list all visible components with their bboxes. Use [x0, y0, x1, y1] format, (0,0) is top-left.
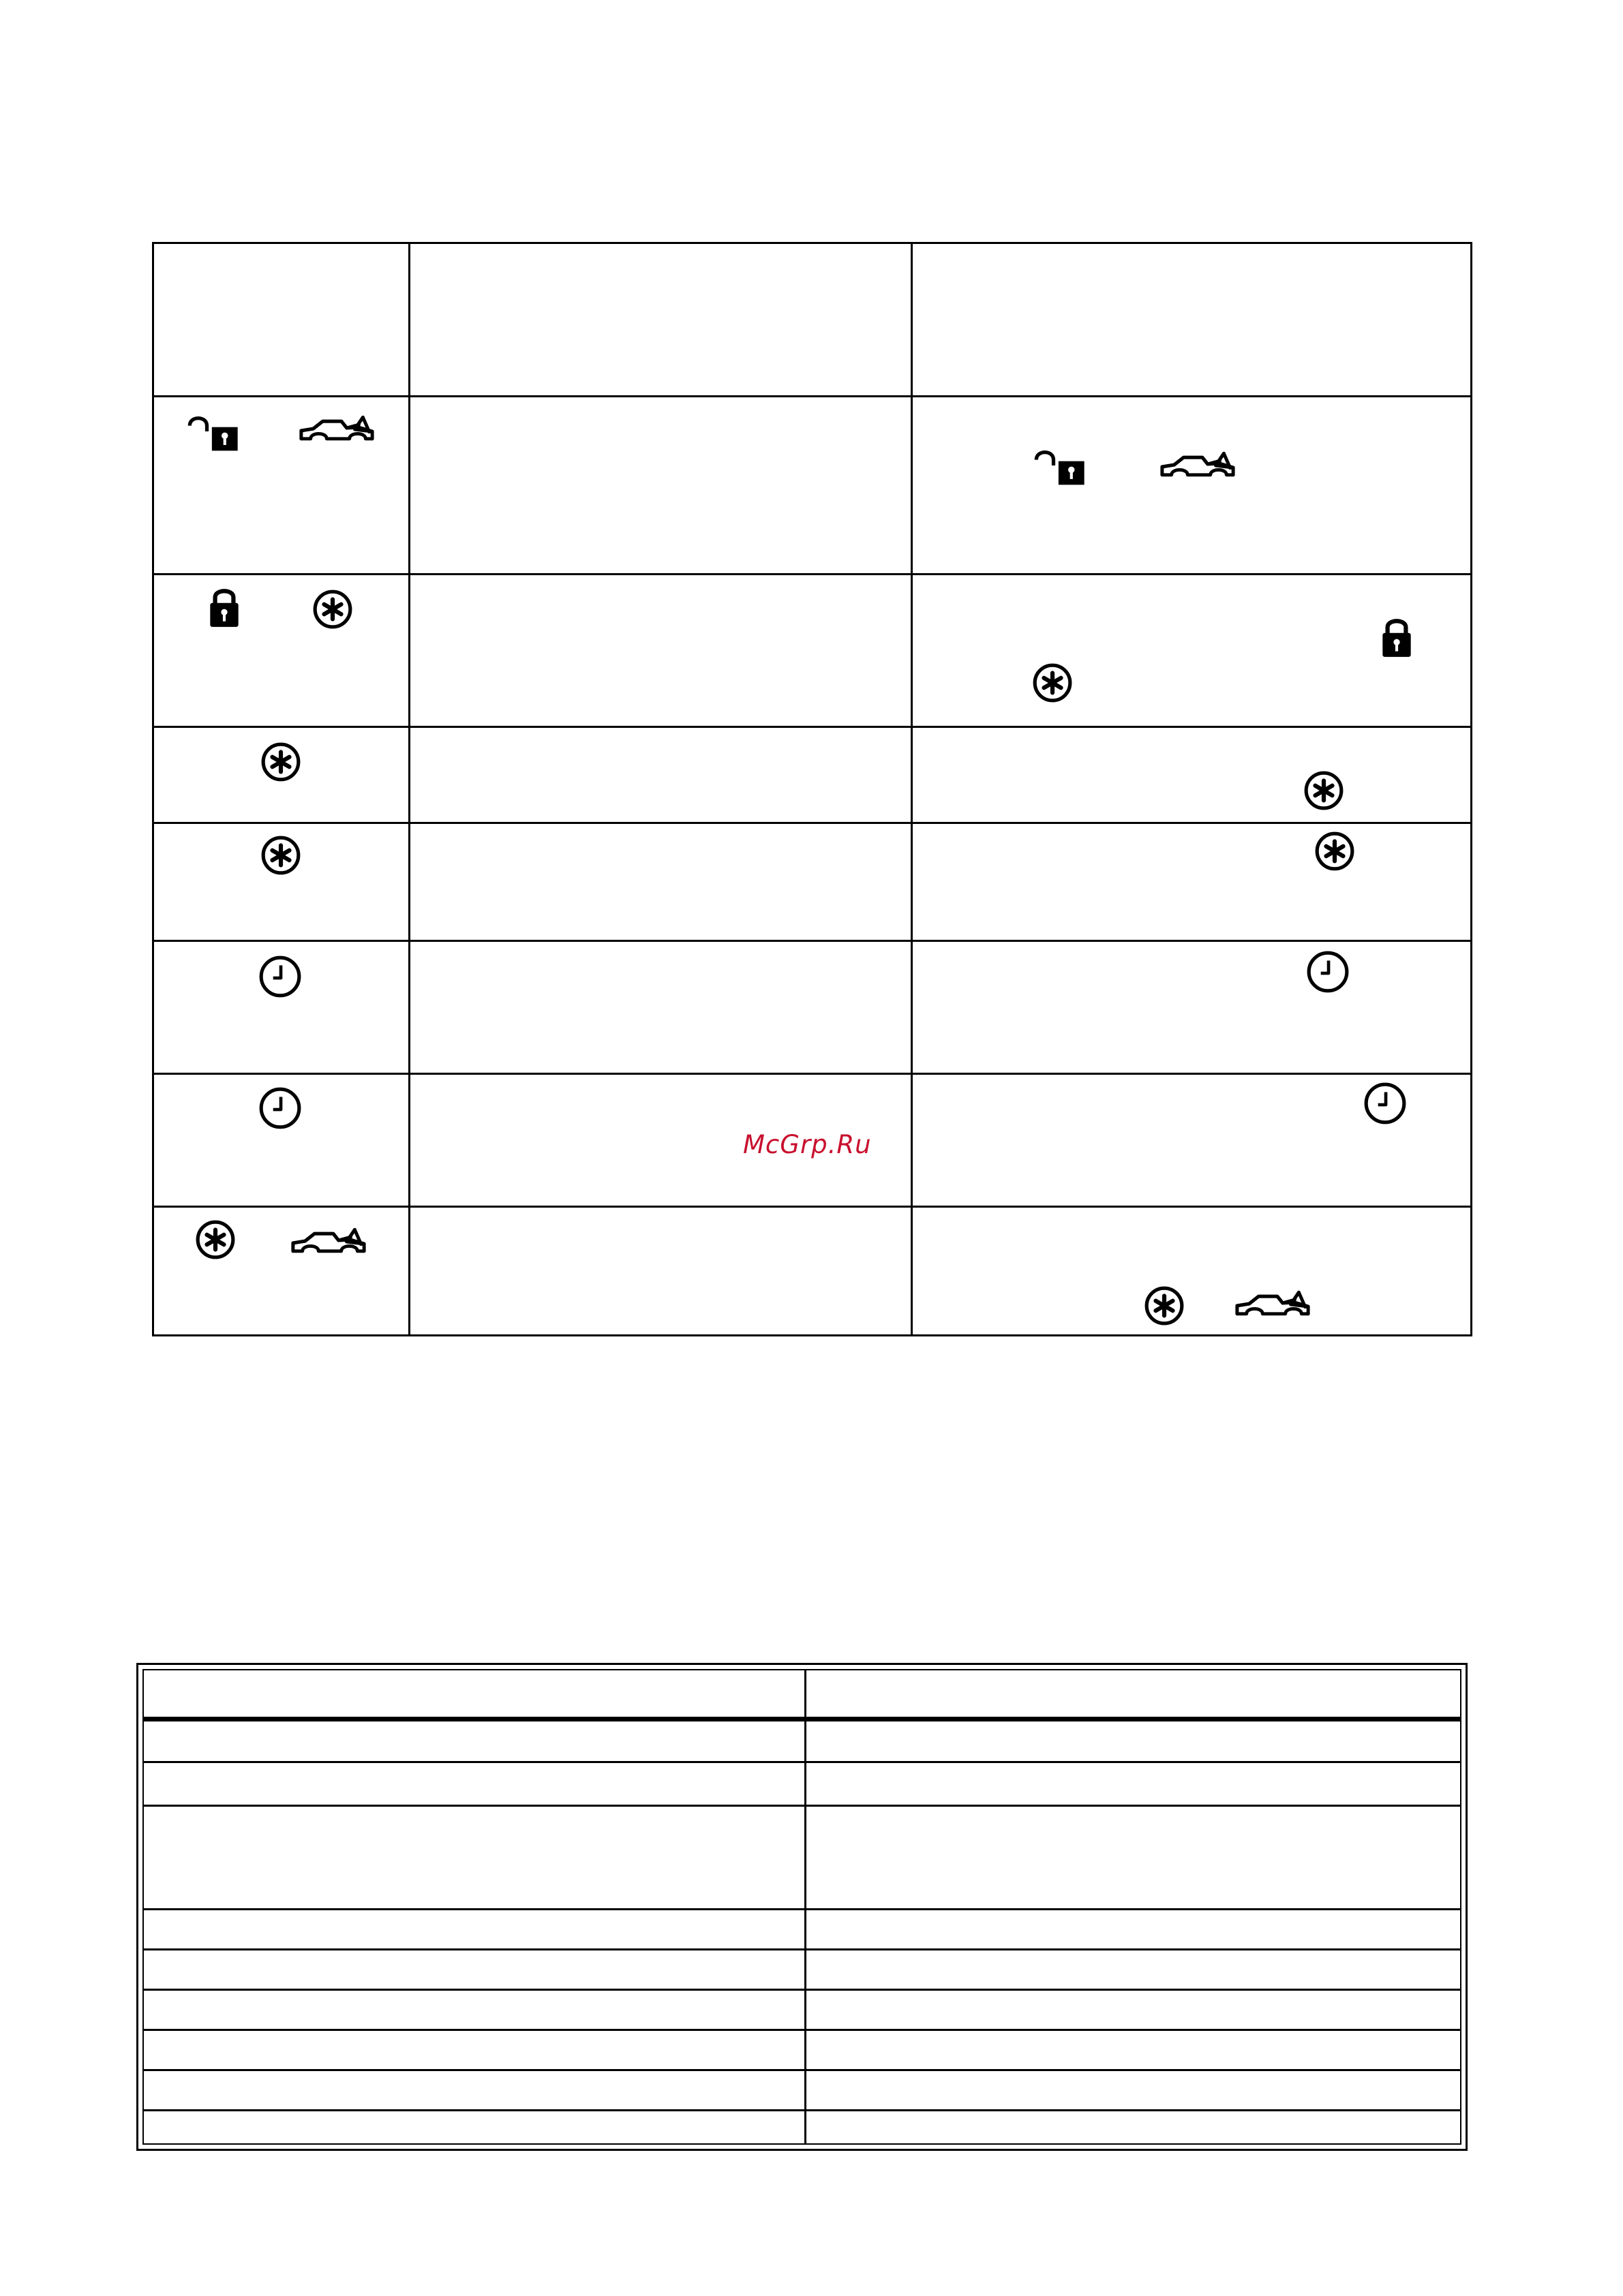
clock-icon: [258, 954, 303, 999]
asterisk-icon: [1143, 1285, 1185, 1327]
table-row-divider: [144, 1805, 1460, 1807]
table-row-divider: [152, 1206, 1472, 1208]
car-trunk-icon: [297, 412, 378, 448]
table-row-divider: [152, 940, 1472, 942]
car-trunk-icon: [1233, 1287, 1314, 1323]
asterisk-icon: [1303, 769, 1345, 812]
asterisk-icon: [194, 1219, 237, 1261]
clock-icon: [1305, 949, 1350, 994]
spec-table: [136, 1663, 1468, 2151]
car-trunk-icon: [1158, 448, 1239, 484]
table-row-divider: [152, 726, 1472, 728]
table-row-divider: [144, 2069, 1460, 2071]
asterisk-icon: [260, 741, 302, 783]
lock-icon: [209, 586, 240, 628]
table-border: [152, 242, 1472, 244]
table-divider: [911, 242, 913, 1336]
lock-icon: [1381, 616, 1412, 658]
asterisk-icon: [260, 834, 302, 876]
table-row-divider: [144, 1989, 1460, 1991]
table-row-divider: [144, 1908, 1460, 1910]
watermark-text: McGrp.Ru: [743, 1130, 872, 1159]
clock-icon: [1363, 1081, 1408, 1126]
table-border: [152, 1334, 1472, 1336]
table-divider: [408, 242, 410, 1336]
unlock-icon: [1032, 444, 1089, 487]
table-row-divider: [152, 573, 1472, 575]
asterisk-icon: [1314, 830, 1356, 872]
car-trunk-icon: [289, 1225, 369, 1260]
table-divider: [804, 1670, 806, 2143]
table-row-divider: [144, 2109, 1460, 2111]
spec-table-inner-border: [142, 1669, 1461, 2145]
table-row-divider: [152, 1073, 1472, 1075]
table-row-divider: [144, 1948, 1460, 1950]
table-row-divider: [144, 1761, 1460, 1763]
table-header-divider: [144, 1717, 1460, 1721]
table-row-divider: [152, 822, 1472, 824]
table-border: [152, 242, 154, 1336]
asterisk-icon: [312, 588, 354, 630]
table-row-divider: [144, 2029, 1460, 2031]
table-row-divider: [152, 395, 1472, 397]
asterisk-icon: [1031, 662, 1074, 704]
table-border: [1470, 242, 1472, 1336]
clock-icon: [258, 1086, 303, 1131]
unlock-icon: [185, 410, 243, 453]
